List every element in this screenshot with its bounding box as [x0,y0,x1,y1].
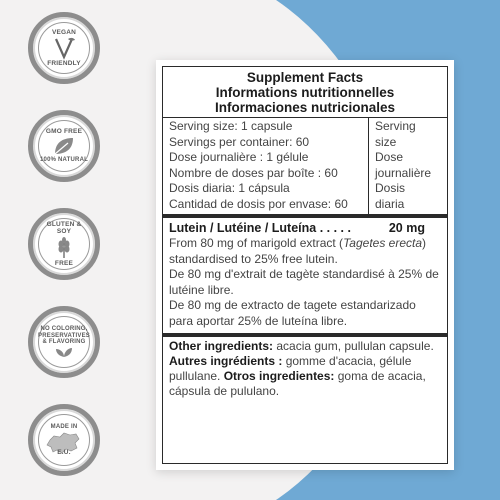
serving-column-header [369,118,447,214]
other-ingredients-en: acacia gum, pullulan capsule. [273,339,434,353]
gluten-soy-free-badge [28,208,100,280]
facts-title-fr: Informations nutritionnelles [215,85,395,100]
wheat-icon [53,236,75,260]
serving-col-line: Dose [375,150,404,164]
supplement-facts-table [162,66,448,464]
badge-eu-bottom: E.U. [57,449,71,456]
lutein-amount: 20 mg [388,221,425,235]
serving-details [163,118,369,214]
lutein-desc-fr: De 80 mg d'extrait de tagète standardisé à 25% de lutéine libre. [169,267,439,297]
servings-per-container-fr: Nombre de doses par boîte : 60 [169,165,338,180]
lutein-desc-en-part1: From 80 mg of marigold extract ( [169,236,344,250]
other-ingredients-section [163,337,447,403]
no-additives-badge [28,306,100,378]
serving-section [163,118,447,218]
serving-col-line: diaria [375,196,405,211]
badge-eu-top: MADE IN [50,423,78,430]
made-in-eu-badge [28,404,100,476]
serving-col-line: Dosis [375,181,406,195]
vegan-v-icon [51,36,77,60]
lutein-desc-es: De 80 mg de extracto de tagete estandarizado para aportar 25% de luteína libre. [169,298,416,328]
lutein-desc-en-part2: ) standardised to 25% free lutein. [169,236,427,266]
badge-vegan-top: VEGAN [51,28,77,36]
other-ingredients-label-fr: Autres ingrédients : [169,354,283,368]
badge-nocolor-line2: PRESERVATIVES [38,332,90,339]
badge-nocolor-line3: & FLAVORING [42,339,86,346]
badge-gluten-bottom: FREE [54,259,74,267]
leaf-sprout-icon [55,346,73,358]
facts-title-es: Informaciones nutricionales [214,100,396,115]
lutein-row [169,220,441,236]
other-ingredients-label-en: Other ingredients: [169,339,274,353]
servings-per-container-es: Cantidad de dosis por envase: 60 [169,196,348,211]
badge-gmo-top: GMO FREE [45,127,83,135]
serving-size-es: Dosis diaria: 1 cápsula [169,181,290,195]
badge-vegan-bottom: FRIENDLY [47,60,81,67]
facts-title-en: Supplement Facts [246,70,364,85]
lutein-desc-en [169,236,441,267]
badge-gluten-top: GLUTEN & SOY [46,220,82,236]
lutein-label: Lutein / Lutéine / Luteína . . . . . [169,221,351,235]
lutein-species: Tagetes erecta [343,236,423,250]
servings-per-container-en: Servings per container: 60 [169,134,310,149]
serving-col-line: Serving [375,119,416,133]
gmo-free-badge [28,110,100,182]
facts-header [163,67,447,118]
badge-gmo-bottom: 100% NATURAL [40,157,88,164]
other-ingredients-fr: gomme d'acacia, gélule pullulane. [169,354,412,383]
vegan-friendly-badge [28,12,100,84]
other-ingredients-label-es: Otros ingredientes: [223,369,335,383]
serving-col-line: journalière [375,165,432,180]
other-ingredients-es: goma de acacia, cápsula de pululano. [169,369,426,398]
serving-size-fr: Dose journalière : 1 gélule [169,150,309,164]
leaf-icon [52,135,76,157]
serving-size-en: Serving size: 1 capsule [169,119,293,133]
badge-nocolor-line1: NO COLORING, [40,325,88,332]
lutein-section [163,218,447,337]
serving-col-line: size [375,134,397,149]
